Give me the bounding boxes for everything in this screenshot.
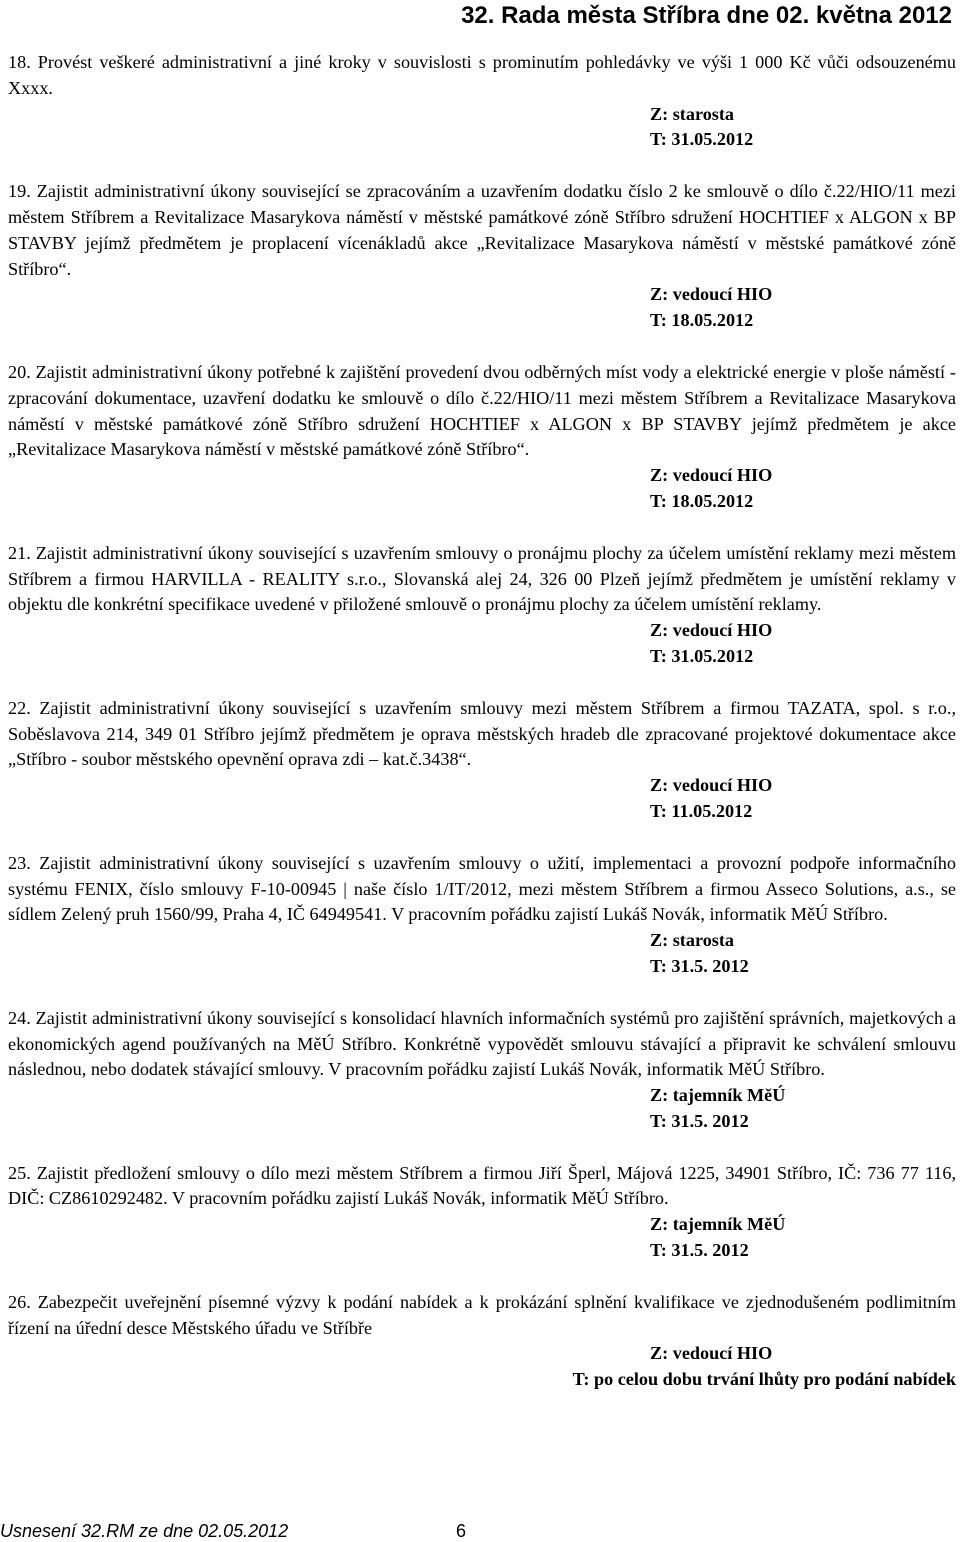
deadline-line [8,1367,956,1393]
resolution-item [8,696,956,825]
page-header: 32. Rada města Stříbra dne 02. května 2012 [461,2,952,29]
deadline: T: 31.5. 2012 [650,955,749,976]
resolution-item [8,1161,956,1264]
responsible-line [8,928,956,954]
resolution-item [8,179,956,334]
resolution-text: 20. Zajistit administrativní úkony potřebné k zajištění provedení dvou odběrných míst vody a elektrické energie v ploše náměstí - zpracování dokumentace, uzavření dodatku ke smlouvě o dílo č.22/HIO/11 mezi městem Stříbrem a Revitalizace Masarykova náměstí v městské památkové zóně Stříbro sdružení HOCHTIEF x ALGON x BP STAVBY jejímž předmětem je akce „Revitalizace Masarykova náměstí v městské památkové zóně Stříbro“. [8,361,956,460]
deadline: T: 31.5. 2012 [650,1110,749,1131]
responsible-person: Z: starosta [650,103,735,124]
responsible-line [8,773,956,799]
deadline-line [8,644,956,670]
deadline: T: 18.05.2012 [650,310,754,331]
resolution-item [8,1006,956,1135]
responsible-person: Z: starosta [650,930,735,951]
deadline-line [8,1238,956,1264]
resolution-item [8,360,956,515]
responsible-person: Z: vedoucí HIO [650,465,773,486]
resolution-text: 19. Zajistit administrativní úkony související se zpracováním a uzavřením dodatku číslo 2 ke smlouvě o dílo č.22/HIO/11 mezi městem Stříbrem a Revitalizace Masarykova náměstí v městské památkové zóně Stříbro sdružení HOCHTIEF x ALGON x BP STAVBY jejímž předmětem je proplacení vícenákladů akce „Revitalizace Masarykova náměstí v městské památkové zóně Stříbro“. [8,181,956,279]
deadline-line [8,127,956,153]
deadline-line [8,308,956,334]
resolution-text: 21. Zajistit administrativní úkony související s uzavřením smlouvy o pronájmu plochy za účelem umístění reklamy mezi městem Stříbrem a firmou HARVILLA - REALITY s.r.o., Slovanská alej 24, 326 00 Plzeň jejímž předmětem je umístění reklamy v objektu dle konkrétní specifikace uvedené v přiložené smlouvě o pronájmu plochy za účelem umístění reklamy. [8,542,956,615]
responsible-line [8,618,956,644]
responsible-person: Z: tajemník MěÚ [650,1214,786,1235]
responsible-person: Z: vedoucí HIO [650,620,773,641]
deadline: T: po celou dobu trvání lhůty pro podání nabídek [572,1369,956,1390]
resolution-text: 18. Provést veškeré administrativní a jiné kroky v souvislosti s prominutím pohledávky ve výši 1 000 Kč vůči odsouzenému Xxxx. [8,52,956,98]
deadline-line [8,799,956,825]
resolution-text: 24. Zajistit administrativní úkony související s konsolidací hlavních informačních systémů pro zajištění správních, majetkových a ekonomických agend používaných na MěÚ Stříbro. Konkrétně vypovědět smlouvu stávající a připravit ke schválení smlouvu následnou, nebo dodatek stávající smlouvy. V pracovním pořádku zajistí Lukáš Novák, informatik MěÚ Stříbro. [8,1007,956,1080]
resolution-text: 23. Zajistit administrativní úkony související s uzavřením smlouvy o užití, implementaci a provozní podpoře informačního systému FENIX, číslo smlouvy F-10-00945 | naše číslo 1/IT/2012, mezi městem Stříbrem a firmou Asseco Solutions, a.s., se sídlem Zelený pruh 1560/99, Praha 4, IČ 64949541. V pracovním pořádku zajistí Lukáš Novák, informatik MěÚ Stříbro. [8,852,956,925]
resolution-list [8,50,956,1419]
responsible-person: Z: vedoucí HIO [650,775,773,796]
responsible-person: Z: vedoucí HIO [650,284,773,305]
responsible-line [8,102,956,128]
resolution-item [8,1290,956,1393]
responsible-line [8,463,956,489]
deadline: T: 31.05.2012 [650,645,754,666]
deadline: T: 31.5. 2012 [650,1240,749,1261]
deadline-line [8,1109,956,1135]
resolution-item [8,541,956,670]
deadline: T: 31.05.2012 [650,129,754,150]
resolution-item [8,851,956,980]
responsible-person: Z: tajemník MěÚ [650,1085,786,1106]
footer-text: Usnesení 32.RM ze dne 02.05.2012 [0,1521,289,1541]
responsible-line [8,1341,956,1367]
resolution-text: 22. Zajistit administrativní úkony související s uzavřením smlouvy mezi městem Stříbrem a firmou TAZATA, spol. s r.o., Soběslavova 214, 349 01 Stříbro jejímž předmětem je oprava městských hradeb dle zpracované projektové dokumentace akce „Stříbro - soubor městského opevnění oprava zdi – kat.č.3438“. [8,697,956,770]
responsible-line [8,1212,956,1238]
resolution-item [8,50,956,153]
resolution-text: 25. Zajistit předložení smlouvy o dílo mezi městem Stříbrem a firmou Jiří Šperl, Májová 1225, 34901 Stříbro, IČ: 736 77 116, DIČ: CZ8610292482. V pracovním pořádku zajistí Lukáš Novák, informatik MěÚ Stříbro. [8,1162,956,1209]
deadline-line [8,954,956,980]
responsible-line [8,1083,956,1109]
responsible-line [8,282,956,308]
page-number: 6 [456,1521,467,1541]
responsible-person: Z: vedoucí HIO [650,1343,773,1364]
deadline-line [8,489,956,515]
page-footer [0,1520,467,1542]
deadline: T: 18.05.2012 [650,490,754,511]
deadline: T: 11.05.2012 [650,800,753,821]
resolution-text: 26. Zabezpečit uveřejnění písemné výzvy k podání nabídek a k prokázání splnění kvalifikace ve zjednodušeném podlimitním řízení na úřední desce Městského úřadu ve Stříbře [8,1291,956,1338]
